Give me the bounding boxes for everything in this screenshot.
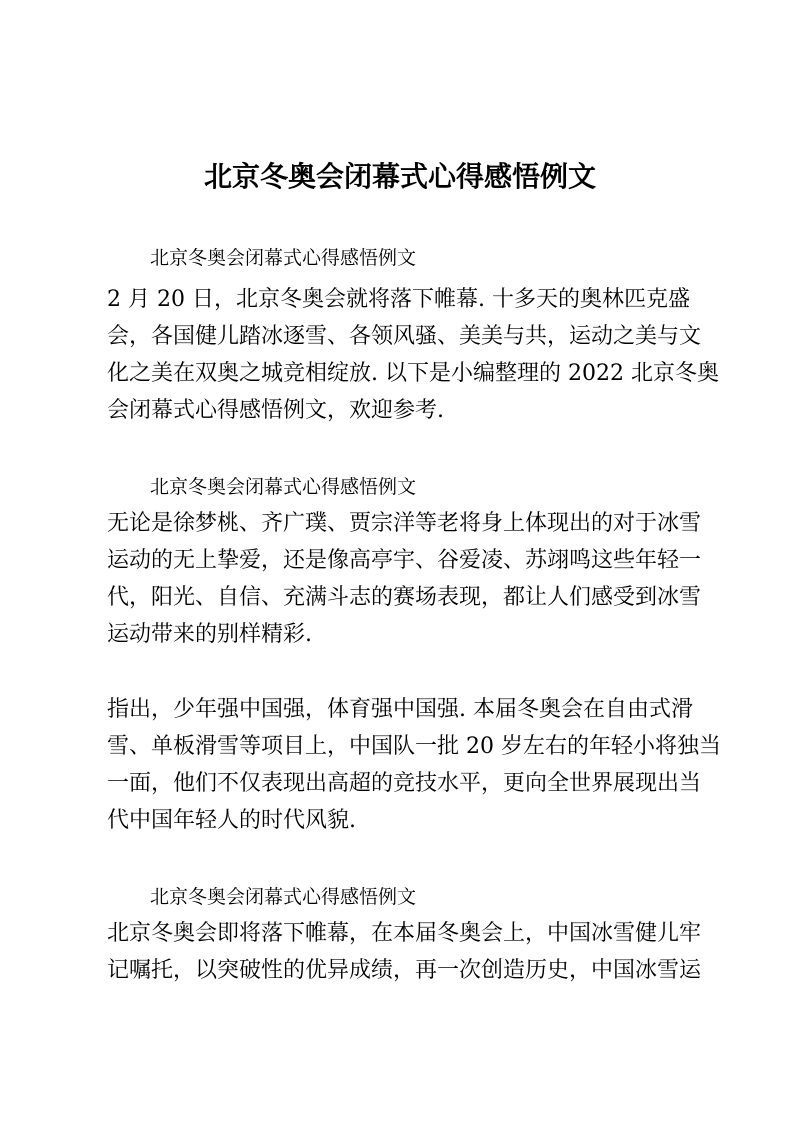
paragraph — [107, 281, 719, 429]
paragraph-line: 无论是徐梦桃、齐广璞、贾宗洋等老将身上体现出的对于冰雪 — [107, 511, 702, 536]
paragraph-line: 2 月 20 日，北京冬奥会就将落下帷幕. 十多天的奥林匹克盛 — [107, 287, 690, 312]
section-heading: 北京冬奥会闭幕式心得感悟例文 — [150, 886, 417, 908]
paragraph-line: 运动带来的别样精彩. — [107, 622, 312, 647]
paragraph-line: 北京冬奥会即将落下帷幕，在本届冬奥会上，中国冰雪健儿牢 — [107, 921, 702, 946]
paragraph-line: 会闭幕式心得感悟例文，欢迎参考. — [107, 398, 444, 423]
paragraph-line: 会，各国健儿踏冰逐雪、各领风骚、美美与共，运动之美与文 — [107, 324, 702, 349]
paragraph — [107, 505, 707, 653]
paragraph-line: 雪、单板滑雪等项目上，中国队一批 20 岁左右的年轻小将独当 — [107, 734, 721, 759]
document-title: 北京冬奥会闭幕式心得感悟例文 — [203, 160, 596, 193]
paragraph — [107, 915, 707, 989]
paragraph — [107, 691, 721, 839]
section-heading: 北京冬奥会闭幕式心得感悟例文 — [150, 247, 417, 269]
paragraph-line: 代，阳光、自信、充满斗志的赛场表现，都让人们感受到冰雪 — [107, 585, 702, 610]
paragraph-line: 指出，少年强中国强，体育强中国强. 本届冬奥会在自由式滑 — [107, 697, 693, 722]
paragraph-line: 代中国年轻人的时代风貌. — [107, 808, 356, 833]
paragraph-line: 记嘱托，以突破性的优异成绩，再一次创造历史，中国冰雪运 — [107, 958, 702, 983]
paragraph-line: 运动的无上挚爱，还是像高亭宇、谷爱凌、苏翊鸣这些年轻一 — [107, 548, 702, 573]
paragraph-line: 一面，他们不仅表现出高超的竞技水平，更向全世界展现出当 — [107, 771, 702, 796]
paragraph-line: 化之美在双奥之城竞相绽放. 以下是小编整理的 2022 北京冬奥 — [107, 361, 719, 386]
section-heading: 北京冬奥会闭幕式心得感悟例文 — [150, 476, 417, 498]
